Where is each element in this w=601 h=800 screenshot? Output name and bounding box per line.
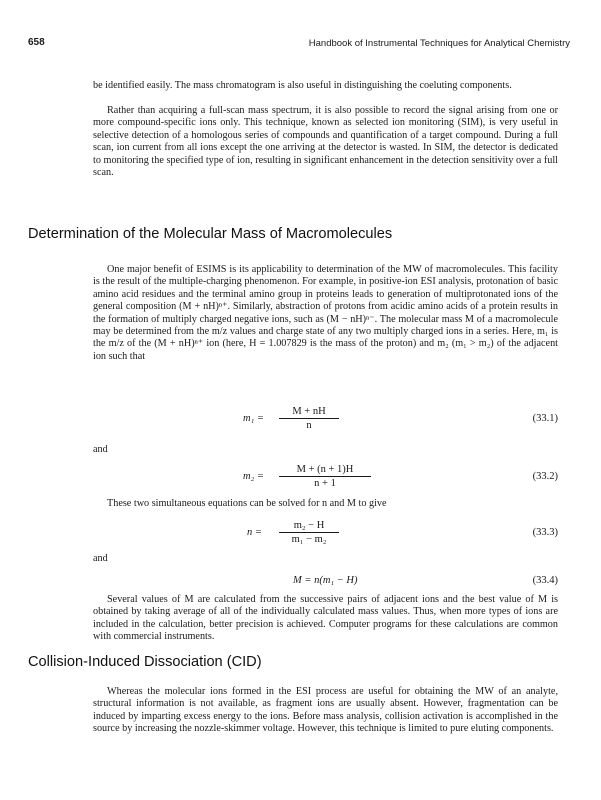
section-heading-molecular-mass: Determination of the Molecular Mass of Macromolecules <box>28 226 393 242</box>
equation-33-3 <box>93 519 558 547</box>
intro-paragraph-1: be identified easily. The mass chromatogram is also useful in distinguishing the coeluting components. <box>93 80 512 91</box>
equation-33-2 <box>93 463 558 491</box>
equation-fraction <box>279 405 339 432</box>
and-connector-2: and <box>93 553 108 564</box>
equation-number: (33.2) <box>532 471 558 482</box>
section-heading-cid: Collision-Induced Dissociation (CID) <box>28 654 262 670</box>
equation-fraction <box>279 463 371 490</box>
section2-paragraph-1: Whereas the molecular ions formed in the ESI process are useful for obtaining the MW of an analyte, structural information is not available, as fragment ions are usually absent. However, fragmentation can be induced by imparting excess energy to the ions. Before mass analysis, collision activation is accomplished in the source by increasing the nozzle-skimmer voltage. However, this technique is limited to pure eluting components. <box>93 686 558 735</box>
equation-number: (33.4) <box>532 575 558 586</box>
equation-lhs: m₁ = <box>243 413 264 424</box>
running-title: Handbook of Instrumental Techniques for Analytical Chemistry <box>308 38 570 49</box>
equation-lhs: n = <box>247 527 262 538</box>
equation-lhs: m₂ = <box>243 471 264 482</box>
equation-expression: M = n(m₁ − H) <box>293 575 358 586</box>
equation-numerator: m₂ − H <box>279 519 339 533</box>
equation-denominator: n <box>306 420 312 431</box>
equation-33-1 <box>93 405 558 433</box>
section1-paragraph-3: Several values of M are calculated from the successive pairs of adjacent ions and the best value of M is obtained by taking average of all of the individually calculated mass values. Thus, when more types of ions are included in the calculation, better precision is achieved. Computer programs for these calculations are common with commercial instruments. <box>93 594 558 643</box>
equation-denominator: m₁ − m₂ <box>291 534 327 545</box>
section1-paragraph-1: One major benefit of ESIMS is its applicability to determination of the MW of macromolecules. This facility is the result of the multiple-charging phenomenon. For example, in positive-ion ESI analysis, protonation of basic amino acid residues and the terminal amino group in proteins leads to generation of multiprotonated ions of the general composition (M + nH)ⁿ⁺. Similarly, abstraction of protons from acidic amino acids of a protein results in the formation of multiply charged negative ions, such as (M − nH)ⁿ⁻. The molecular mass M of a macromolecule may be determined from the m/z values and charge state of any two multiply charged ions in a series. Here, m₁ is the m/z of the (M + nH)ⁿ⁺ ion (here, H = 1.007829 is the mass of the proton) and m₂ (m₁ > m₂) of the adjacent ion such that <box>93 264 558 362</box>
equation-number: (33.1) <box>532 413 558 424</box>
equation-denominator: n + 1 <box>314 478 336 489</box>
and-connector-1: and <box>93 444 108 455</box>
equation-numerator: M + (n + 1)H <box>279 463 371 477</box>
equation-fraction <box>279 519 339 546</box>
equation-numerator: M + nH <box>279 405 339 419</box>
intro-paragraph-2: Rather than acquiring a full-scan mass spectrum, it is also possible to record the signal arising from one or more compound-specific ions only. This technique, known as selected ion monitoring (SIM), is very useful in selective detection of a homologous series of compounds and quantification of a target compound. During a full scan, ion current from all ions except the one arriving at the detector is wasted. In SIM, the detector is dedicated to monitoring the specified type of ion, resulting in significant enhancement in the detection sensitivity over a full scan. <box>93 105 558 179</box>
page-number: 658 <box>28 37 45 48</box>
equation-number: (33.3) <box>532 527 558 538</box>
section1-paragraph-2: These two simultaneous equations can be solved for n and M to give <box>107 498 387 509</box>
equation-33-4 <box>93 575 558 591</box>
